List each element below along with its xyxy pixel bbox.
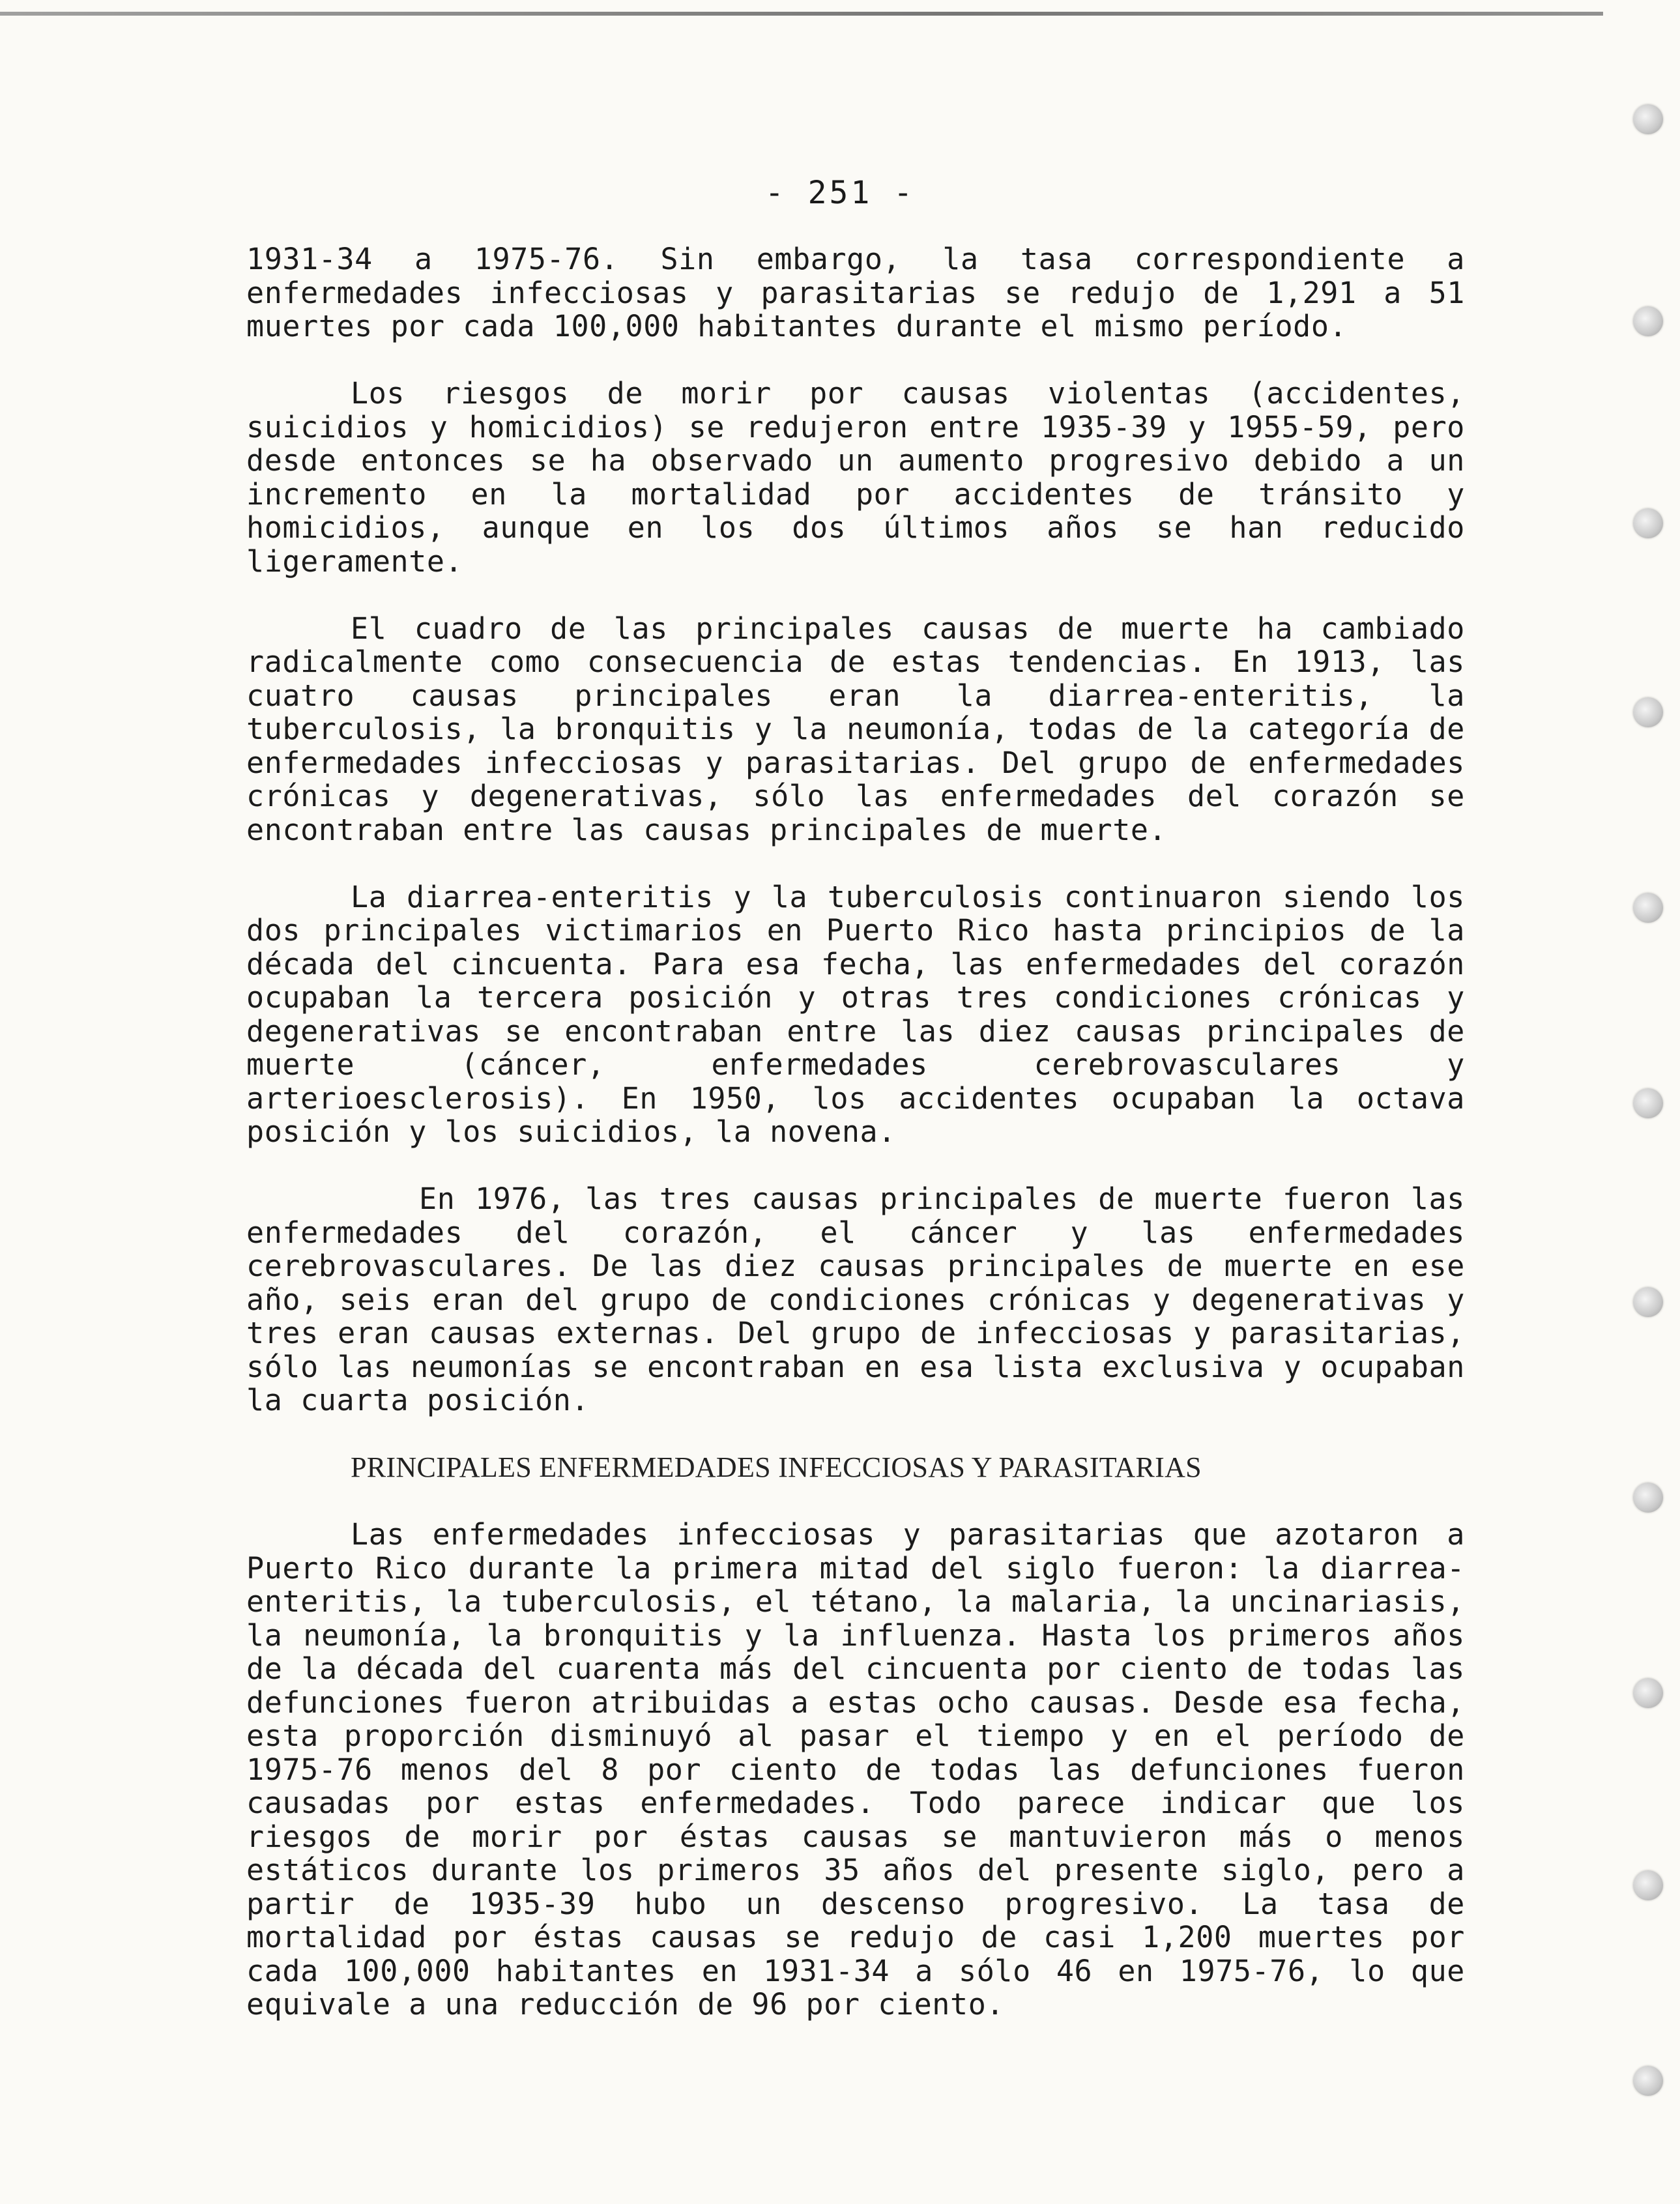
binder-hole-icon [1633, 104, 1663, 134]
section-heading: PRINCIPALES ENFERMEDADES INFECCIOSAS Y PARASITARIAS [351, 1451, 1202, 1483]
paragraph: En 1976, las tres causas principales de muerte fueron las enfermedades del corazón, el cáncer y las enfermedades cerebrovasculares. De las diez causas principales de muerte en ese año, seis eran del grupo de condiciones crónicas y degenerativas y tres eran causas externas. Del grupo de infecciosas y parasitarias, sólo las neumonías se encontraban en esa lista exclusiva y ocupaban la cuarta posición. [246, 1182, 1465, 1417]
binder-hole-icon [1633, 1088, 1663, 1118]
binder-hole-icon [1633, 1870, 1663, 1900]
binder-hole-icon [1633, 1287, 1663, 1317]
top-border-line [0, 12, 1603, 16]
binder-hole-icon [1633, 306, 1663, 336]
paragraph: La diarrea-enteritis y la tuberculosis continuaron siendo los dos principales victimarios en Puerto Rico hasta principios de la década del cincuenta. Para esa fecha, las enfermedades del corazón ocupaban la tercera posición y otras tres condiciones crónicas y degenerativas se encontraban entre las diez causas principales de muerte (cáncer, enfermedades cerebrovasculares y arterioesclerosis). En 1950, los accidentes ocupaban la octava posición y los suicidios, la novena. [246, 879, 1465, 1149]
binder-hole-icon [1633, 697, 1663, 727]
paragraph: Las enfermedades infecciosas y parasitarias que azotaron a Puerto Rico durante la primera mitad del siglo fueron: la diarrea-enteritis, la tuberculosis, el tétano, la malaria, la uncinariasis, la neumonía, la bronquitis y la influenza. Hasta los primeros años de la década del cuarenta más del cincuenta por ciento de todas las defunciones fueron atribuidas a estas ocho causas. Desde esa fecha, esta proporción disminuyó al pasar el tiempo y en el período de 1975-76 menos del 8 por ciento de todas las defunciones fueron causadas por estas enfermedades. Todo parece indicar que los riesgos de morir por éstas causas se mantuvieron más o menos estáticos durante los primeros 35 años del presente siglo, pero a partir de 1935-39 hubo un descenso progresivo. La tasa de mortalidad por éstas causas se redujo de casi 1,200 muertes por cada 100,000 habitantes en 1931-34 a sólo 46 en 1975-76, lo que equivale a una reducción de 96 por ciento. [246, 1517, 1465, 2022]
binder-hole-icon [1633, 1678, 1663, 1708]
page-number: - 251 - [764, 175, 916, 211]
binder-hole-icon [1633, 1483, 1663, 1513]
binder-hole-icon [1633, 508, 1663, 538]
binder-hole-icon [1633, 2066, 1663, 2096]
body-text [246, 242, 1465, 2055]
paragraph: 1931-34 a 1975-76. Sin embargo, la tasa correspondiente a enfermedades infecciosas y parasitarias se redujo de 1,291 a 51 muertes por cada 100,000 habitantes durante el mismo período. [246, 242, 1465, 343]
paragraph: Los riesgos de morir por causas violentas (accidentes, suicidios y homicidios) se redujeron entre 1935-39 y 1955-59, pero desde entonces se ha observado un aumento progresivo debido a un incremento en la mortalidad por accidentes de tránsito y homicidios, aunque en los dos últimos años se han reducido ligeramente. [246, 376, 1465, 579]
paragraph: El cuadro de las principales causas de muerte ha cambiado radicalmente como consecuencia de estas tendencias. En 1913, las cuatro causas principales eran la diarrea-enteritis, la tuberculosis, la bronquitis y la neumonía, todas de la categoría de enfermedades infecciosas y parasitarias. Del grupo de enfermedades crónicas y degenerativas, sólo las enfermedades del corazón se encontraban entre las causas principales de muerte. [246, 611, 1465, 847]
binder-hole-icon [1633, 893, 1663, 923]
